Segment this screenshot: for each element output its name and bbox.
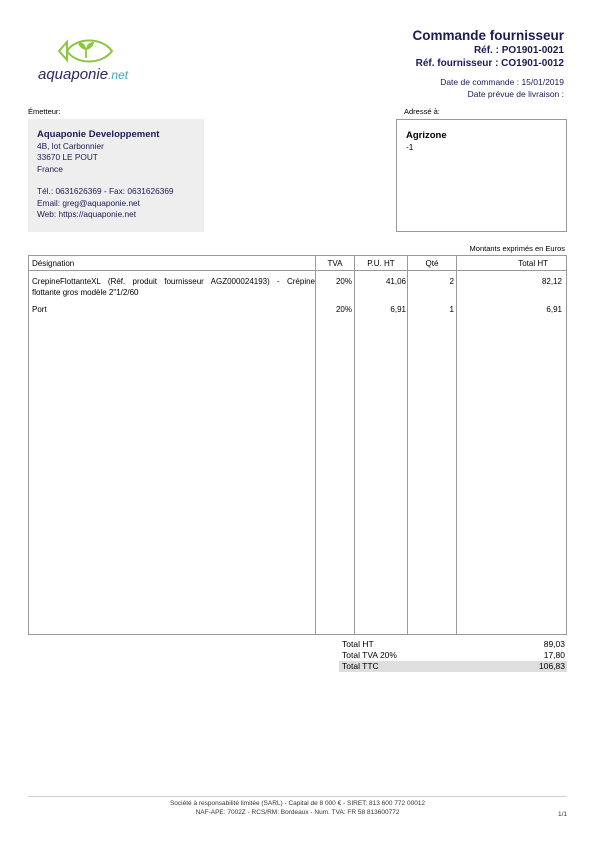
sender-address2: 33670 LE POUT <box>37 152 98 163</box>
sender-label: Émetteur: <box>28 107 61 116</box>
order-lines-table <box>28 255 567 635</box>
recipient-label: Adressé à: <box>404 107 440 116</box>
header-tva: TVA <box>327 259 343 268</box>
total-tva-row <box>339 650 567 661</box>
row-tva: 20% <box>335 277 352 286</box>
footer-legal-line2: NAF-APE: 7002Z - RCS/RM: Bordeaux - Num. TVA: FR 58 813600772 <box>195 809 400 816</box>
row-designation: Port <box>32 305 47 314</box>
recipient-name: Agrizone <box>406 130 447 141</box>
total-ttc-row <box>339 661 567 672</box>
sender-country: France <box>37 163 63 174</box>
supplier-reference: Réf. fournisseur : CO1901-0012 <box>415 58 564 69</box>
header-quantity: Qté <box>425 259 439 268</box>
total-ht-row <box>339 639 567 650</box>
sender-box <box>28 119 204 232</box>
header-total: Total HT <box>518 259 548 268</box>
header-unit-price: P.U. HT <box>367 259 395 268</box>
sender-name: Aquaponie Developpement <box>37 129 160 140</box>
sender-phone: Tél.: 0631626369 - Fax: 0631626369 <box>37 186 174 197</box>
total-tva-label: Total TVA 20% <box>342 650 397 660</box>
recipient-address: -1 <box>406 142 414 152</box>
header-designation: Désignation <box>32 259 75 268</box>
row-tva: 20% <box>335 305 352 314</box>
document-title: Commande fournisseur <box>412 28 564 43</box>
row-quantity: 2 <box>449 277 454 286</box>
footer-legal-line1: Société à responsabilité limitée (SARL) - Capital de 8 000 € - SIRET: 813 600 772 00012 <box>169 800 426 807</box>
row-unit-price: 6,91 <box>390 305 406 314</box>
sender-web: Web: https://aquaponie.net <box>37 209 137 220</box>
logo-tld: .net <box>108 68 129 82</box>
sender-address1: 4B, lot Carbonnier <box>37 141 104 151</box>
total-ttc-value: 106,83 <box>539 661 565 671</box>
currency-note: Montants exprimés en Euros <box>469 244 565 253</box>
logo-wordmark <box>38 66 128 83</box>
row-quantity: 1 <box>449 305 454 314</box>
footer-divider <box>28 796 567 797</box>
order-date: Date de commande : 15/01/2019 <box>440 77 564 87</box>
company-logo <box>38 36 138 86</box>
fish-leaf-icon <box>56 36 118 66</box>
delivery-date: Date prévue de livraison : <box>467 89 564 99</box>
row-total: 82,12 <box>541 277 562 286</box>
recipient-box <box>396 119 567 232</box>
total-ht-label: Total HT <box>342 639 374 649</box>
total-ht-value: 89,03 <box>543 639 565 649</box>
total-ttc-label: Total TTC <box>342 661 379 671</box>
table-header <box>29 256 566 271</box>
page-number: 1/1 <box>557 811 567 818</box>
sender-email: Email: greg@aquaponie.net <box>37 197 140 208</box>
total-tva-value: 17,80 <box>543 650 565 660</box>
row-designation: CrepineFlottanteXL (Réf. produit fournisseur AGZ000024193) - Crépine flottante gros modèle 2"1/2/60 <box>32 277 315 297</box>
row-unit-price: 41,06 <box>385 277 406 286</box>
logo-word: aquaponie <box>38 66 109 83</box>
order-reference: Réf. : PO1901-0021 <box>473 45 564 56</box>
row-total: 6,91 <box>546 305 562 314</box>
